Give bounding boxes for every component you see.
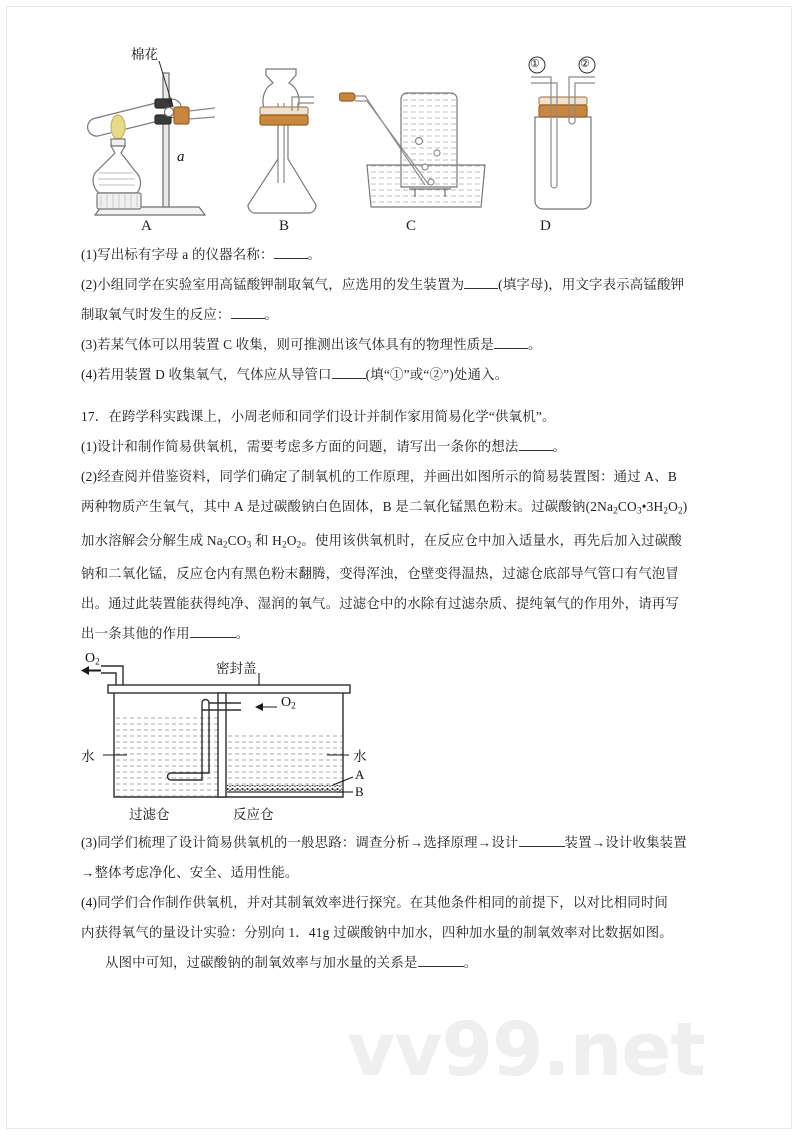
apparatus-d-svg [501, 55, 631, 225]
q16-item-1 [81, 240, 721, 270]
q16-blank-5[interactable] [332, 378, 366, 379]
q16-item-4 [81, 360, 721, 390]
formula-close-paren: ) [682, 499, 688, 514]
layer-b-label: B [355, 784, 364, 799]
q16-item-3 [81, 330, 721, 360]
formula-sub-co3: 3 [636, 505, 642, 516]
formula2-sub-h2: 2 [282, 539, 287, 550]
apparatus-d [501, 55, 631, 225]
document-page [6, 6, 792, 1129]
cotton-label: 棉花 [131, 47, 158, 62]
q16-item-1-period: 。 [307, 247, 322, 262]
q17-blank-1[interactable] [519, 450, 553, 451]
water-right-label: 水 [353, 749, 367, 764]
q17-line6-period: 。 [235, 626, 250, 642]
apparatus-c [339, 55, 499, 225]
q16-item-2-text-c: 制取氧气时发生的反应： [81, 307, 231, 322]
apparatus-b [226, 55, 346, 225]
apparatus-c-svg [339, 55, 499, 225]
oxygen-generator-svg [81, 655, 421, 827]
q16-item-3-text: (3)若某气体可以用装置 C 收集，则可推测出该气体具有的物理性质是 [81, 337, 494, 352]
q17-item-2-line-3 [81, 526, 721, 560]
reaction-chamber-label: 反应仓 [233, 807, 274, 822]
formula-co: CO [617, 499, 637, 514]
formula-sub-h2: 2 [663, 505, 669, 516]
question-16-body [81, 240, 721, 390]
port-1-label: ① [530, 58, 540, 70]
q16-item-1-text: (1)写出标有字母 a 的仪器名称： [81, 247, 274, 262]
q17-line3-suffix: 。使用该供氧机时，在反应仓中加入适量水，再先后加入过碳酸 [301, 532, 682, 548]
q17-stem: 17．在跨学科实践课上，小周老师和同学们设计并制作家用简易化学“供氧机”。 [81, 409, 556, 424]
q17-item-2-line-5: 出。通过此装置能获得纯净、湿润的氧气。过滤仓中的水除有过滤杂质、提纯氧气的作用外，请再写 [81, 596, 679, 612]
formula2-sub-na2: 2 [222, 539, 228, 550]
q16-blank-1[interactable] [274, 258, 308, 259]
apparatus-letter-a: A [141, 218, 152, 234]
q17-line3-prefix: 加水溶解会分解生成 Na [81, 532, 223, 548]
q17-item-2-line-6 [81, 619, 721, 649]
formula-dot-h: •3H [641, 499, 664, 514]
question-17-body [81, 402, 721, 649]
q17-item-3-text-b: 装置→设计收集装置 [564, 835, 687, 850]
formula2-co: CO [227, 532, 247, 548]
o2-inlet-label: $O_2$ [281, 695, 296, 711]
q17-item-3-line-2: →整体考虑净化、安全、适用性能。 [81, 865, 299, 880]
q17-item-4-text: 从图中可知，过碳酸钠的制氧效率与加水量的关系是 [105, 955, 418, 970]
q16-blank-2[interactable] [464, 288, 498, 289]
q16-item-2-text-a: (2)小组同学在实验室用高锰酸钾制取氧气，应选用的发生装置为 [81, 277, 465, 292]
q17-line2-prefix: 两种物质产生氧气，其中 A 是过碳酸钠白色固体，B 是二氧化锰黑色粉末。过碳酸钠(2Na [81, 499, 614, 514]
question-17-tail [81, 828, 721, 978]
apparatus-b-svg [226, 55, 346, 225]
layer-a-label: A [355, 767, 365, 782]
q16-item-3-period: 。 [527, 337, 542, 352]
cotton-leader-line [81, 55, 221, 225]
q17-blank-4[interactable] [418, 966, 464, 967]
o2-outlet-label: $O_2$ [85, 651, 100, 667]
apparatus-letter-b: B [279, 218, 290, 234]
q17-item-4-line-2: 内获得氧气的量设计实验：分别向 1．41g 过碳酸钠中加水，四种加水量的制氧效率对比数据如图。 [81, 925, 673, 940]
q16-item-2-period: 。 [264, 307, 279, 322]
q16-item-2-cont [81, 300, 721, 330]
formula-sub-o2: 2 [678, 505, 683, 516]
formula2-sub-co3: 3 [246, 539, 252, 550]
formula-sub-na2: 2 [613, 505, 618, 516]
sealing-cover-label: 密封盖 [216, 661, 257, 676]
q16-blank-4[interactable] [494, 348, 528, 349]
q17-item-4-line-1: (4)同学们合作制作供氧机，并对其制氧效率进行探究。在其他条件相同的前提下，以对比相同时间 [81, 895, 669, 910]
q17-item-1-text: (1)设计和制作简易供氧机，需要考虑多方面的问题，请写出一条你的想法 [81, 439, 519, 454]
q17-line6-text: 出一条其他的作用 [81, 626, 190, 642]
formula-o: O [668, 499, 678, 514]
filter-chamber-label: 过滤仓 [129, 807, 170, 822]
q17-blank-2[interactable] [190, 637, 236, 638]
q16-item-2 [81, 270, 721, 300]
formula2-o: O [286, 532, 297, 548]
q17-item-4-line-3 [81, 948, 721, 978]
q17-item-1-period: 。 [552, 439, 567, 454]
port-2-label: ② [580, 58, 590, 70]
apparatus-a [81, 47, 221, 225]
q16-item-2-text-b: (填字母)，用文字表示高锰酸钾 [498, 277, 685, 292]
q17-item-2-line-2 [81, 492, 721, 526]
q17-item-3-line-1 [81, 828, 721, 858]
apparatus-letter-d: D [540, 218, 551, 234]
apparatus-letter-c: C [406, 218, 417, 234]
water-left-label: 水 [81, 749, 95, 764]
q16-item-4-text-b: (填“①”或“②”)处通入。 [365, 367, 509, 382]
q17-blank-3[interactable] [519, 846, 565, 847]
q17-item-2-line-1: (2)经查阅并借鉴资料，同学们确定了制氧机的工作原理，并画出如图所示的简易装置图：通过 A、B [81, 469, 677, 484]
q16-item-4-text-a: (4)若用装置 D 收集氧气，气体应从导管口 [81, 367, 332, 382]
q17-item-2-line-4: 钠和二氧化锰，反应仓内有黑色粉末翻腾，变得浑浊，仓壁变得温热，过滤仓底部导气管口有气泡冒 [81, 566, 679, 582]
apparatus-figure-row [81, 47, 721, 240]
watermark: vv99.net [347, 1007, 705, 1093]
q17-item-4-period: 。 [463, 955, 478, 970]
formula2-sub-o2: 2 [296, 539, 302, 550]
q16-blank-3[interactable] [231, 318, 265, 319]
q17-item-3-text-a: (3)同学们梳理了设计简易供氧机的一般思路：调查分析→选择原理→设计 [81, 835, 519, 850]
q17-item-1 [81, 432, 721, 462]
apparatus-a-part-label: a [177, 149, 185, 165]
formula2-and-h: 和 H [251, 532, 282, 548]
oxygen-generator-figure [81, 651, 421, 827]
